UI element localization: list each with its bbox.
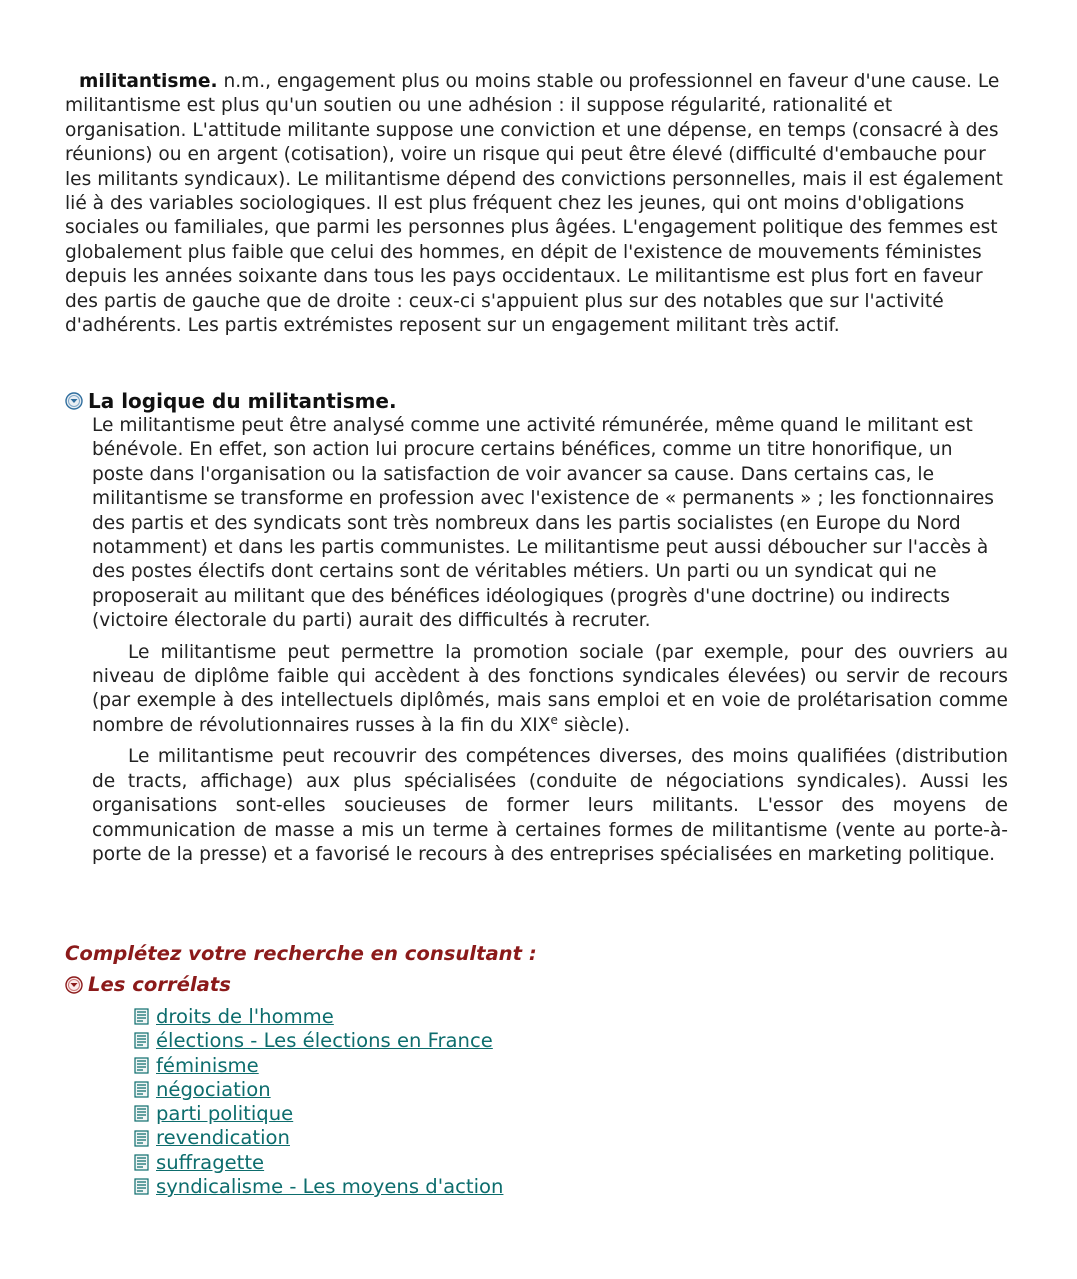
document-icon — [132, 1153, 152, 1173]
list-item — [132, 1175, 503, 1199]
document-icon — [132, 1031, 152, 1051]
see-also-heading: Complétez votre recherche en consultant : — [65, 942, 537, 965]
paragraph-1: Le militantisme peut être analysé comme une activité rémunérée, même quand le militant est bénévole. En effet, son action lui procure certains bénéfices, comme un titre honorifique, un poste dans l'organisation ou la satisfaction de voir avancer sa cause. Dans certains cas, le militantisme se transforme en profession avec l'existence de « permanents » ; les fonctionnaires des partis et des syndicats sont très nombreux dans les partis socialistes (en Europe du Nord notamment) et dans les partis communistes. Le militantisme peut aussi déboucher sur l'accès à des postes électifs dont certains sont de véritables métiers. Un parti ou un syndicat qui ne proposerait au militant que des bénéfices idéologiques (progrès d'une doctrine) ou indirects (victoire électorale du parti) aurait des difficultés à recruter. — [92, 415, 994, 632]
paragraph-3: Le militantisme peut recouvrir des compétences diverses, des moins qualifiées (distribution de tracts, affichage) aux plus spécialisées (conduite de négociations syndicales). Aussi les organisations sont-elles soucieuses de former leurs militants. L'essor des moyens de communication de masse a mis un terme à certaines formes de militantisme (vente au porte-à-porte de la presse) et a favorisé le recours à des entreprises spécialisées en marketing politique. — [92, 746, 1008, 865]
list-item — [132, 1151, 503, 1175]
list-item — [132, 1029, 503, 1053]
correlat-link[interactable]: parti politique — [156, 1102, 294, 1126]
section-body — [92, 414, 1008, 867]
correlats-title: Les corrélats — [88, 973, 231, 996]
document-icon — [132, 1056, 152, 1076]
paragraph-2-end: siècle). — [557, 714, 631, 736]
correlat-link[interactable]: négociation — [156, 1077, 271, 1101]
correlat-link[interactable]: droits de l'homme — [156, 1005, 334, 1028]
chevron-down-badge-icon — [65, 976, 83, 994]
paragraph-2-text: Le militantisme peut permettre la promotion sociale (par exemple, pour des ouvriers au niveau de diplôme faible qui accèdent à des fonctions syndicales élevées) ou servir de recours (par exemple à des intellectuels diplômés, mais sans emploi et en voie de prolétarisation comme nombre de révolutionnaires russes à la fin du XIX — [92, 641, 1008, 736]
document-icon — [132, 1129, 152, 1149]
correlats-heading[interactable] — [65, 972, 231, 998]
document-icon — [132, 1104, 152, 1124]
list-item — [132, 1005, 503, 1029]
correlat-link[interactable]: suffragette — [156, 1150, 265, 1174]
list-item — [132, 1102, 503, 1126]
section-title: La logique du militantisme. — [88, 389, 397, 413]
correlat-link[interactable]: élections - Les élections en France — [156, 1029, 493, 1053]
entry-definition — [65, 70, 1005, 338]
list-item — [132, 1126, 503, 1150]
entry-term: militantisme. — [79, 71, 218, 92]
correlat-link[interactable]: féminisme — [156, 1053, 259, 1077]
correlat-link[interactable]: syndicalisme - Les moyens d'action — [156, 1175, 504, 1199]
correlat-link[interactable]: revendication — [156, 1126, 290, 1150]
list-item — [132, 1078, 503, 1102]
chevron-down-badge-icon — [65, 392, 83, 410]
entry-definition-text: n.m., engagement plus ou moins stable ou professionnel en faveur d'une cause. Le militantisme est plus qu'un soutien ou une adhésion : il suppose régularité, rationalité et organisation. L'attitude militante suppose une conviction et une dépense, en temps (consacré à des réunions) ou en argent (cotisation), voire un risque qui peut être élevé (difficulté d'embauche pour les militants syndicaux). Le militantisme dépend des convictions personnelles, mais il est également lié à des variables sociologiques. Il est plus fréquent chez les jeunes, qui ont moins d'obligations sociales ou familiales, que parmi les personnes plus âgées. L'engagement politique des femmes est globalement plus faible que celui des hommes, en dépit de l'existence de mouvements féministes depuis les années soixante dans tous les pays occidentaux. Le militantisme est plus fort en faveur des partis de gauche que de droite : ceux-ci s'appuient plus sur des notables que sur l'activité d'adhérents. Les partis extrémistes reposent sur un engagement militant très actif. — [65, 71, 1003, 337]
document-icon — [132, 1007, 152, 1027]
section-logique — [65, 388, 1015, 867]
paragraph-2 — [92, 641, 1008, 739]
document-icon — [132, 1080, 152, 1100]
century-superscript: e — [550, 712, 558, 727]
section-heading[interactable] — [65, 388, 1015, 414]
correlats-list — [132, 1005, 503, 1199]
document-icon — [132, 1177, 152, 1197]
list-item — [132, 1054, 503, 1078]
